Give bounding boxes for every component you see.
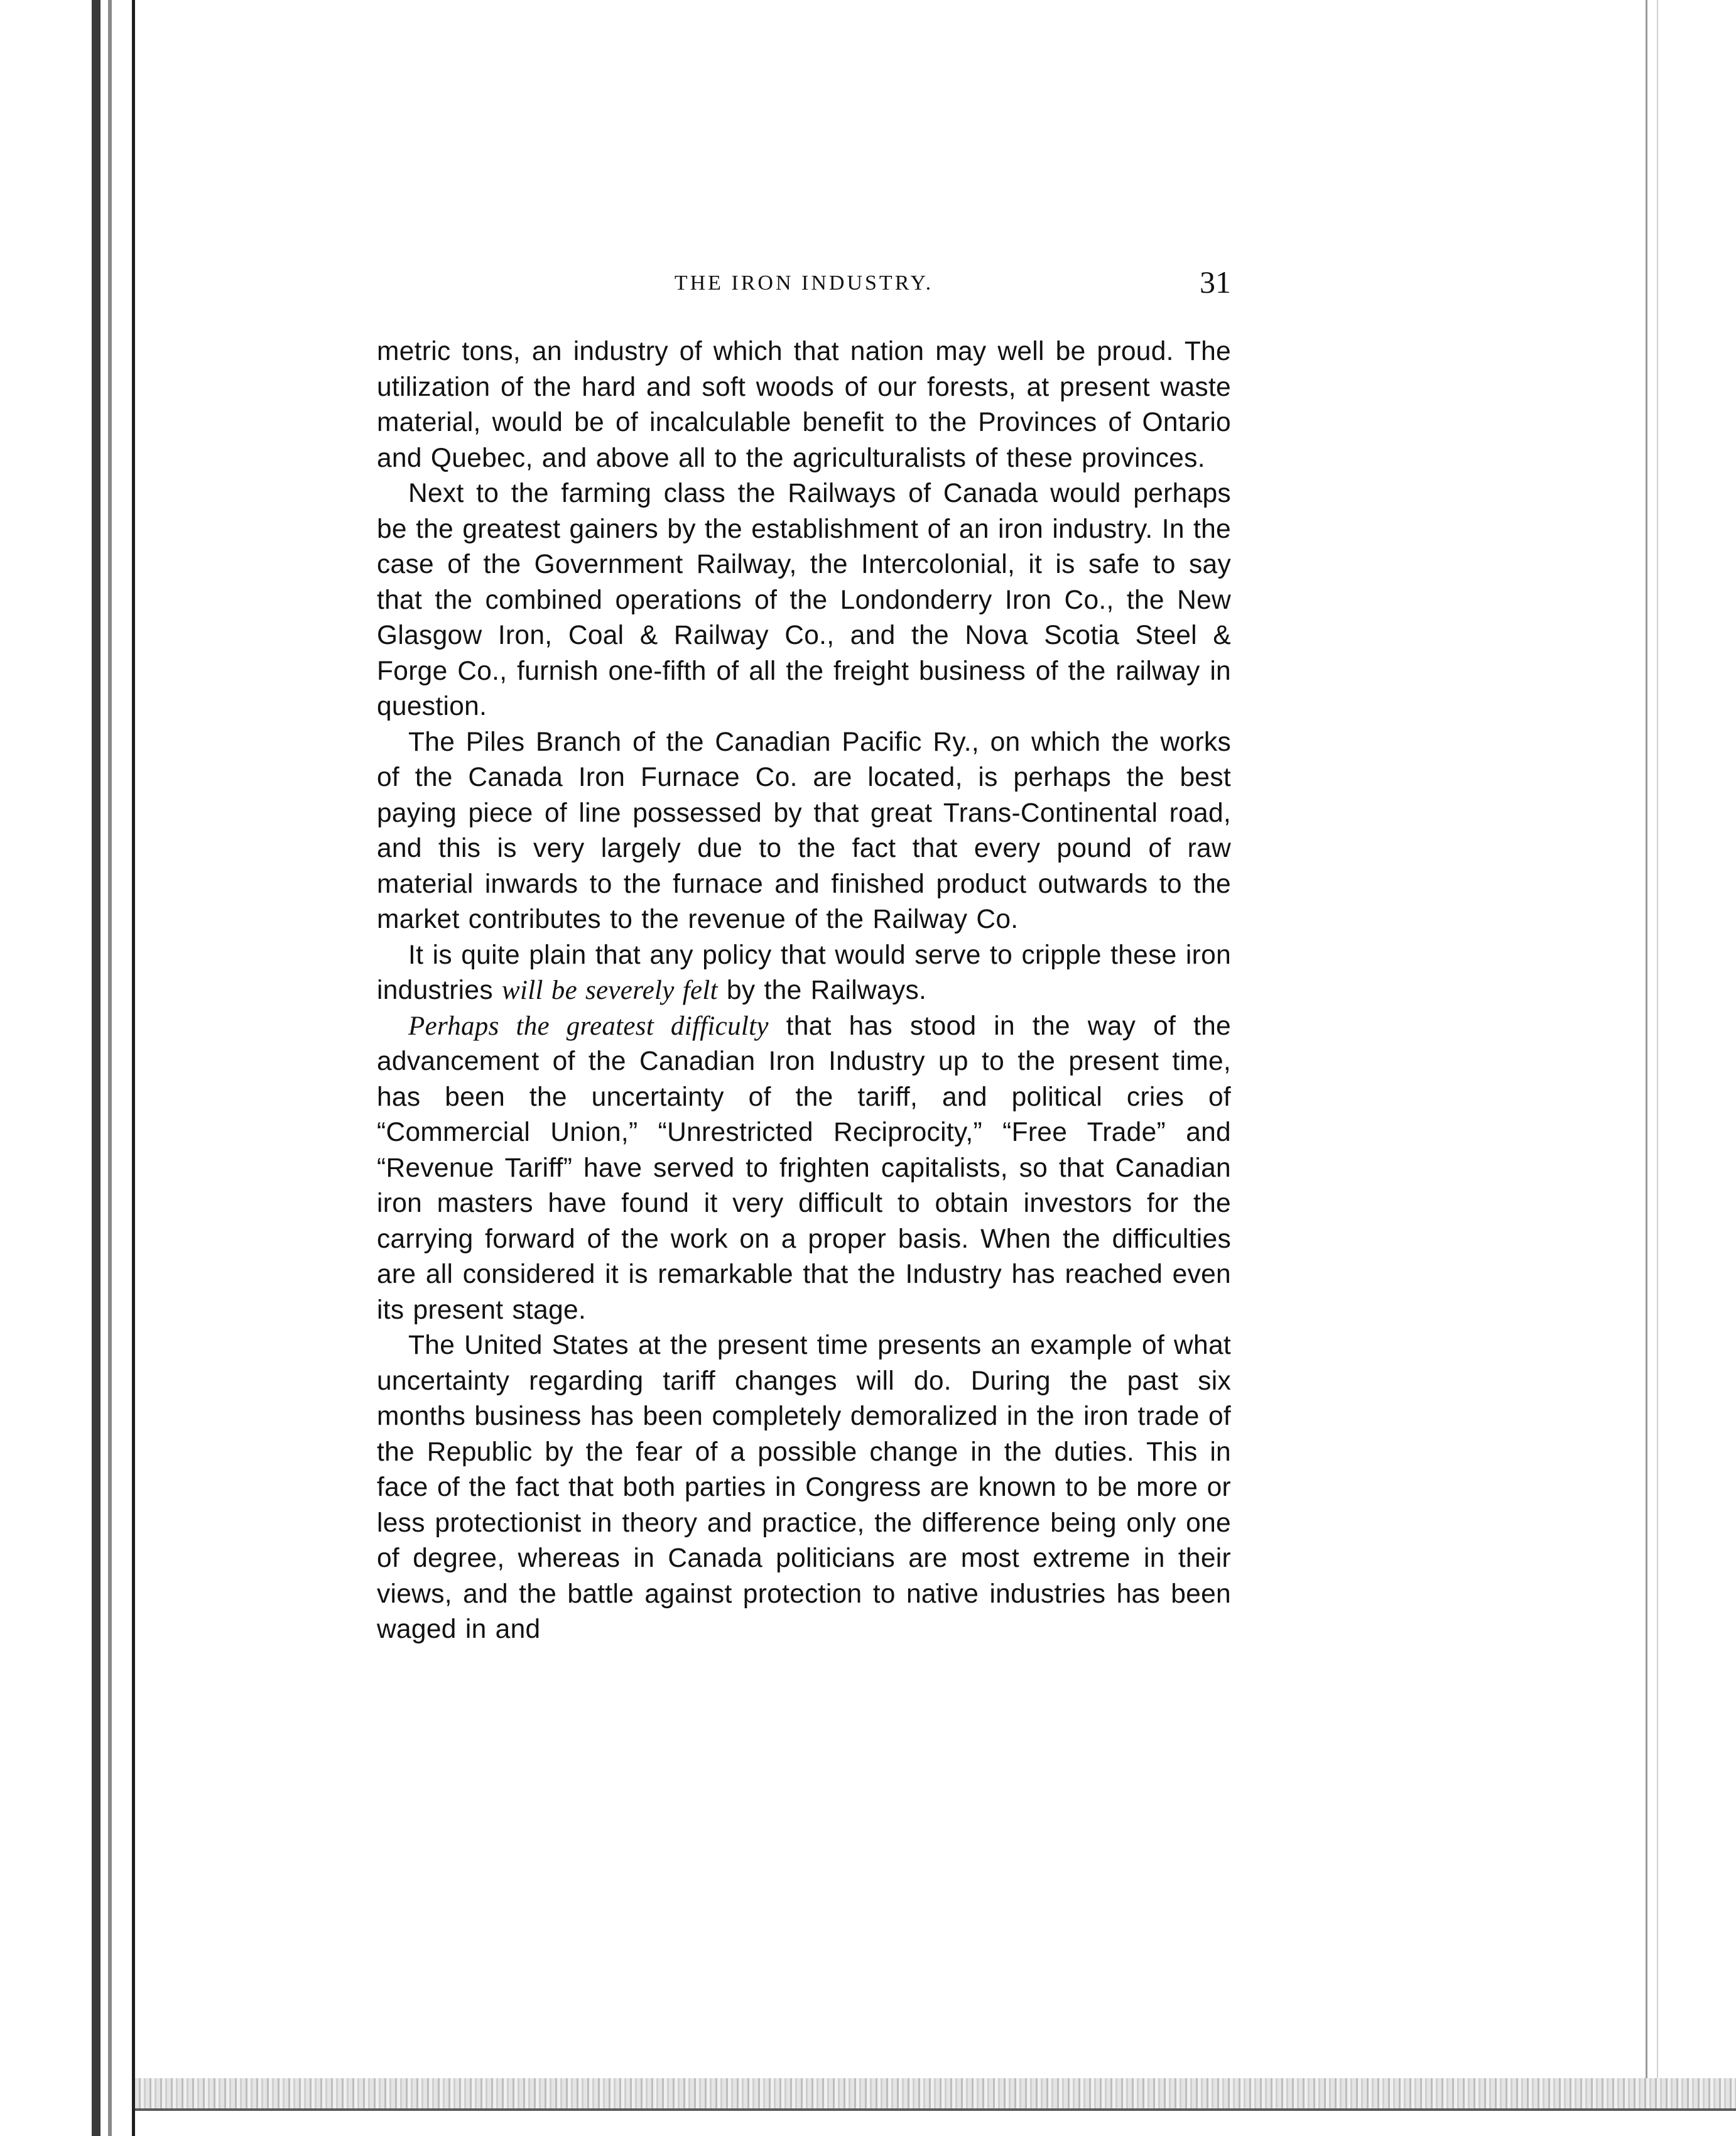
page-right-edge	[1646, 0, 1647, 2079]
paragraph-4-text-start: It is quite plain that any policy that would serve to cripple these iron industries	[377, 940, 1231, 1005]
running-head	[377, 264, 1231, 320]
paragraph-4-text-end: by the Railways.	[717, 976, 927, 1005]
running-head-title: THE IRON INDUSTRY.	[674, 271, 934, 295]
page-left-edge	[132, 0, 135, 2136]
page-bottom-edge	[135, 2078, 1736, 2110]
paragraph-5-text: that has stood in the way of the advancement of the Canadian Iron Industry up to the present time, has been the uncertainty of the tariff, and political cries of “Commercial Union,” “Unrestricted Reciprocity,” “Free Trade” and “Revenue Tariff” have served to frighten capitalists, so that Canadian iron masters have found it very difficult to obtain investors for the carrying forward of the work on a proper basis. When the difficulties are all considered it is remarkable that the Industry has reached even its present stage.	[377, 1011, 1231, 1325]
gutter-shadow	[92, 0, 100, 2136]
page-right-edge-faint	[1657, 0, 1658, 2079]
paragraph-5	[377, 1009, 1231, 1329]
paragraph-6: The United States at the present time presents an example of what uncertainty regarding tariff changes will do. During the past six months business has been completely demoralized in the iron trade of the Republic by the fear of a possible change in the duties. This in face of the fact that both parties in Congress are known to be more or less protectionist in theory and practice, the difference being only one of degree, whereas in Canada politicians are most extreme in their views, and the battle against protection to native industries has been waged in and	[377, 1331, 1231, 1644]
gutter-line	[108, 0, 112, 2136]
page-bottom-line	[135, 2108, 1736, 2111]
paragraph-4	[377, 938, 1231, 1009]
paragraph-3: The Piles Branch of the Canadian Pacific Ry., on which the works of the Canada Iron Furnace Co. are located, is perhaps the best paying piece of line possessed by that great Trans-Continental road, and this is very largely due to the fact that every pound of raw material inwards to the furnace and finished product outwards to the market contributes to the revenue of the Railway Co.	[377, 727, 1231, 934]
book-page	[377, 264, 1231, 1648]
paragraph-2: Next to the farming class the Railways of Canada would perhaps be the greatest gainers by the establishment of an iron industry. In the case of the Government Railway, the Intercolonial, it is safe to say that the combined operations of the Londonderry Iron Co., the New Glasgow Iron, Coal & Railway Co., and the Nova Scotia Steel & Forge Co., furnish one-fifth of all the freight business of the railway in question.	[377, 479, 1231, 721]
paragraph-5-emphasis: Perhaps the greatest difficulty	[408, 1011, 769, 1041]
paragraph-1: metric tons, an industry of which that nation may well be proud. The utilization of the hard and soft woods of our forests, at present waste material, would be of incalculable benefit to the Provinces of Ontario and Quebec, and above all to the agriculturalists of these provinces.	[377, 337, 1231, 473]
paragraph-4-emphasis: will be severely felt	[502, 976, 718, 1005]
page-number: 31	[1200, 264, 1231, 300]
body-text	[377, 334, 1231, 1648]
